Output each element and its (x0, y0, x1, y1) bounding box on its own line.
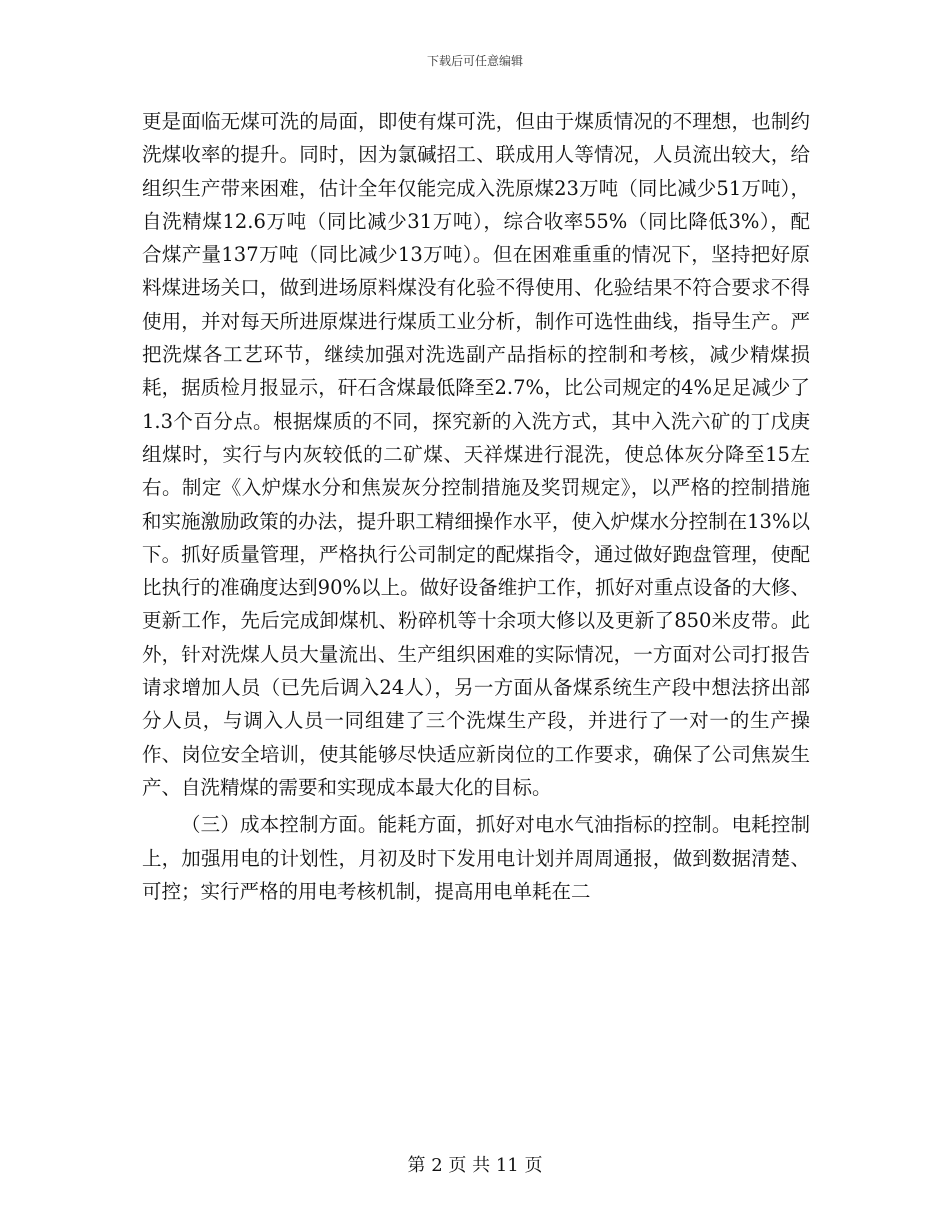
page-number: 第 2 页 共 11 页 (407, 1155, 543, 1176)
body-paragraph: （三）成本控制方面。能耗方面，抓好对电水气油指标的控制。电耗控制上，加强用电的计划性，月初及时下发用电计划并周周通报，做到数据清楚、可控；实行严格的用电考核机制，提高用电单耗在二 (142, 813, 810, 903)
document-body (142, 105, 810, 908)
page-header: 下载后可任意编辑 (426, 54, 523, 68)
body-paragraph: 更是面临无煤可洗的局面，即使有煤可洗，但由于煤质情况的不理想，也制约洗煤收率的提升。同时，因为氯碱招工、联成用人等情况，人员流出较大，给组织生产带来困难，估计全年仅能完成入洗原煤23万吨（同比减少51万吨），自洗精煤12.6万吨（同比减少31万吨），综合收率55%（同比降低3%），配合煤产量137万吨（同比减少13万吨）。但在困难重重的情况下，坚持把好原料煤进场关口，做到进场原料煤没有化验不得使用、化验结果不符合要求不得使用，并对每天所进原煤进行煤质工业分析，制作可选性曲线，指导生产。严把洗煤各工艺环节，继续加强对洗选副产品指标的控制和考核，减少精煤损耗，据质检月报显示，矸石含煤最低降至2.7%，比公司规定的4%足足减少了1.3个百分点。根据煤质的不同，探究新的入洗方式，其中入洗六矿的丁戊庚组煤时，实行与内灰较低的二矿煤、天祥煤进行混洗，使总体灰分降至15左右。制定《入炉煤水分和焦炭灰分控制措施及奖罚规定》，以严格的控制措施和实施激励政策的办法，提升职工精细操作水平，使入炉煤水分控制在13%以下。抓好质量管理，严格执行公司制定的配煤指令，通过做好跑盘管理，使配比执行的准确度达到90%以上。做好设备维护工作，抓好对重点设备的大修、更新工作，先后完成卸煤机、粉碎机等十余项大修以及更新了850米皮带。此外，针对洗煤人员大量流出、生产组织困难的实际情况，一方面对公司打报告请求增加人员（已先后调入24人），另一方面从备煤系统生产段中想法挤出部分人员，与调入人员一同组建了三个洗煤生产段，并进行了一对一的生产操作、岗位安全培训，使其能够尽快适应新岗位的工作要求，确保了公司焦炭生产、自洗精煤的需要和实现成本最大化的目标。 (142, 110, 810, 799)
